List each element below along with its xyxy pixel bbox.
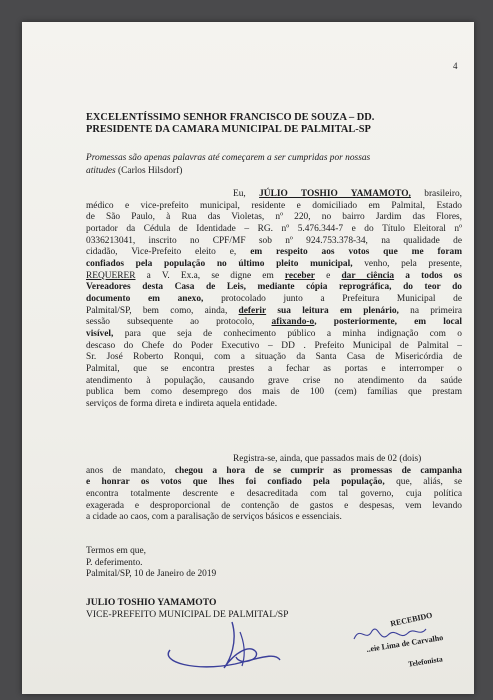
header-line: PRESIDENTE DA CAMARA MUNICIPAL DE PALMITAL-SP <box>86 124 371 135</box>
text-line: serviços de forma direta e indireta aquela entidade. <box>86 398 278 409</box>
text-run-bold: Vereadores desta Casa de Leis, mediante cópia reprográfica, do teor do <box>86 282 462 293</box>
signer-name: JULIO TOSHIO YAMAMOTO <box>86 597 217 608</box>
text-run: protocolado junto a Prefeitura Municipal de <box>221 293 462 304</box>
text-run: venho, pela presente, <box>364 258 462 269</box>
remark-paragraph <box>86 454 462 524</box>
closing-block <box>86 546 216 581</box>
text-run-bold: chegou a hora de se cumprir as promessas de campanha <box>174 465 462 476</box>
signatory-name: JÚLIO TOSHIO YAMAMOTO, <box>259 189 411 199</box>
epigraph-author: (Carlos Hilsdorf) <box>118 165 183 176</box>
text-run-underline: receber <box>284 270 315 281</box>
document-page <box>22 22 474 694</box>
epigraph <box>86 152 456 177</box>
text-run: a V. Ex.a, se digne em <box>146 270 274 281</box>
text-run: na primeira <box>410 305 462 316</box>
text-run-underline: REQUERER <box>86 270 136 281</box>
text-line: Registra-se, ainda, que passados mais de 02 (dois) <box>233 454 422 464</box>
text-run-bold: documento em anexo, <box>86 293 204 304</box>
text-run: Palmital/SP, bem como, ainda, <box>86 305 228 316</box>
closing-line: P. deferimento. <box>86 557 143 568</box>
text-run-underline: afixando-o <box>271 317 315 328</box>
received-stamp <box>348 610 473 685</box>
closing-line: Termos em que, <box>86 546 147 556</box>
stamp-clerk-role: Telefonista <box>407 654 444 669</box>
text-run: que, aliás, se <box>396 477 462 488</box>
text-run-bold: visível, <box>86 328 114 339</box>
text-line: exagerada e desproporcional de contenção de gastos e despesas, vem levando <box>86 500 462 511</box>
handwritten-signature <box>140 602 290 682</box>
text-line: de São Paulo, à Rua das Violetas, nº 220, no bairro Jardim das Flores, <box>86 212 462 223</box>
text-run-underline: dar ciência <box>341 270 395 281</box>
text-run-underline: deferir <box>238 305 267 316</box>
stamp-clerk-name: ..eie Lima de Carvalho <box>365 632 444 655</box>
text-line: portador da Cédula de Identidade – RG. nº 5.476.344-7 e do Título Eleitoral nº <box>86 223 462 234</box>
text-line: publica bem como desemprego dos mais de 100 (cem) famílias que prestam <box>86 387 462 398</box>
text-run-bold: a todos os <box>405 270 463 281</box>
text-line: médico e vice-prefeito municipal, residente e domiciliado em Palmital, Estado <box>86 200 462 211</box>
text-run-bold: em respeito aos votos que me foram <box>250 247 463 258</box>
text-line: Palmital, que se encontra prestes a fechar as portas e interromper o <box>86 363 462 374</box>
text-line: 0336213041, inscrito no CPF/MF sob nº 924.753.378-34, na qualidade de <box>86 235 462 246</box>
page-number: 4 <box>453 61 458 71</box>
text-line: Sr. José Roberto Ronqui, com a situação da Santa Casa de Misericórdia de <box>86 352 462 363</box>
text-run: brasileiro, <box>424 189 462 199</box>
text-line: a cidade ao caos, com a paralisação de serviços básicos e essenciais. <box>86 512 342 523</box>
header-line: EXCELENTÍSSIMO SENHOR FRANCISCO DE SOUZA – DD. <box>86 112 375 123</box>
text-line: descaso do Chefe do Poder Executivo – DD . Prefeito Municipal de Palmital – <box>86 340 462 351</box>
text-line: encontra totalmente descrente e desacreditada com tal governo, cuja política <box>86 488 462 499</box>
text-run-bold: sua leitura em plenário, <box>277 305 399 316</box>
epigraph-line: Promessas são apenas palavras até começarem a ser cumpridas por nossas <box>86 153 371 163</box>
text-run: sessão subsequente ao protocolo, <box>86 317 255 328</box>
text-run-bold: confiados pela população no último pleito municipal, <box>86 258 353 269</box>
text-line: atendimento à população, causando grave crise no atendimento da saúde <box>86 375 462 386</box>
date-line: Palmital/SP, 10 de Janeiro de 2019 <box>86 569 217 580</box>
epigraph-line: atitudes <box>86 165 116 176</box>
text-run: cidadão, Vice-Prefeito eleito e, <box>86 247 237 258</box>
signer-role: VICE-PREFEITO MUNICIPAL DE PALMITAL/SP <box>86 609 289 620</box>
addressee-header <box>86 112 456 136</box>
text-run: Eu, <box>233 189 246 199</box>
text-run: e <box>326 270 331 281</box>
text-run-bold: , posteriormente, em local <box>314 317 463 328</box>
text-run: anos de mandato, <box>86 465 166 476</box>
stamp-received: RECEBIDO <box>389 610 434 629</box>
text-run: para que seja de conhecimento público a minha indignação com o <box>124 328 462 339</box>
request-paragraph <box>86 189 462 410</box>
text-run-bold: e honrar os votos que lhes foi confiado pela população, <box>86 477 385 488</box>
